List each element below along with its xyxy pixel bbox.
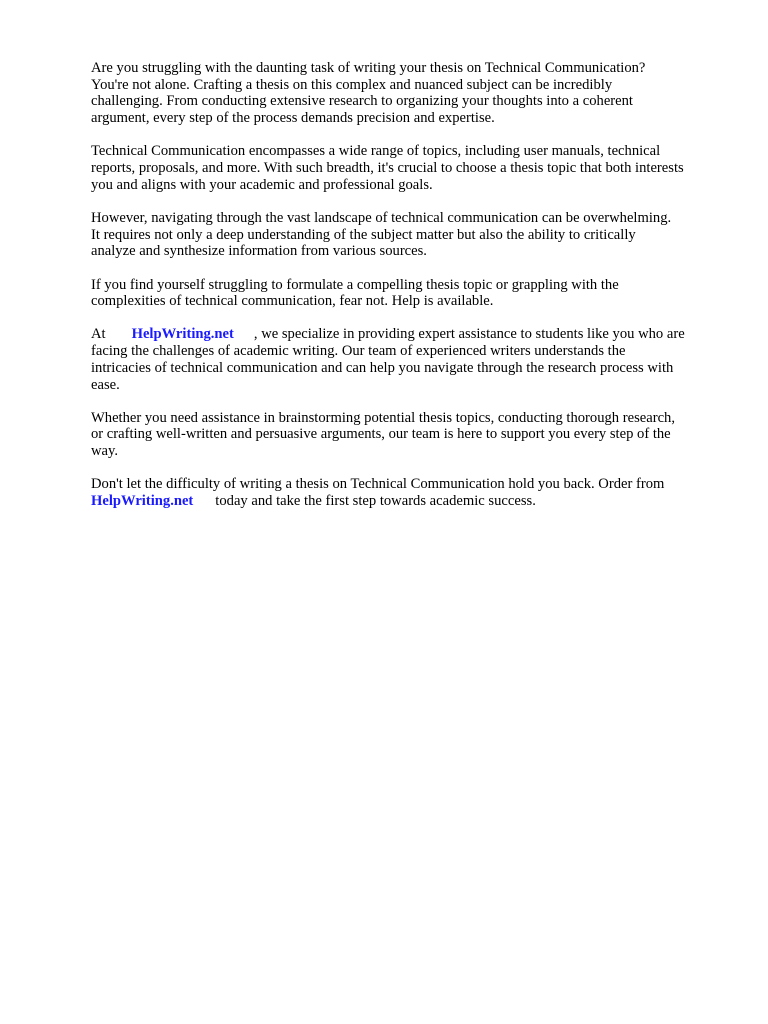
text-line: However, navigating through the vast landscape of technical communication can be overwhelming. bbox=[91, 209, 672, 226]
helpwriting-link-closing[interactable]: HelpWriting.net bbox=[91, 493, 194, 510]
at-prefix: At bbox=[91, 326, 106, 343]
text-line: reports, proposals, and more. With such breadth, it's crucial to choose a thesis topic that both interests bbox=[91, 160, 684, 177]
document-body bbox=[91, 60, 731, 526]
helpwriting-suffix: , we specialize in providing expert assistance to students like you who are bbox=[253, 326, 685, 343]
text-line: challenging. From conducting extensive research to organizing your thoughts into a coherent bbox=[91, 93, 633, 110]
paragraph-landscape bbox=[91, 210, 731, 260]
text-line: Whether you need assistance in brainstorming potential thesis topics, conducting thorough research, bbox=[91, 409, 675, 426]
paragraph-help-available bbox=[91, 277, 731, 310]
text-line: ease. bbox=[91, 376, 120, 393]
text-line: intricacies of technical communication and can help you navigate through the research process with bbox=[91, 359, 674, 376]
text-line: If you find yourself struggling to formulate a compelling thesis topic or grappling with the bbox=[91, 276, 619, 293]
paragraph-helpwriting bbox=[91, 326, 731, 393]
paragraph-topics bbox=[91, 143, 731, 193]
text-line: argument, every step of the process demands precision and expertise. bbox=[91, 110, 495, 127]
paragraph-closing bbox=[91, 476, 731, 509]
text-line: complexities of technical communication, fear not. Help is available. bbox=[91, 293, 494, 310]
helpwriting-link[interactable]: HelpWriting.net bbox=[131, 326, 234, 343]
text-line bbox=[91, 326, 731, 343]
text-line: way. bbox=[91, 443, 119, 460]
closing-suffix: today and take the first step towards academic success. bbox=[215, 493, 536, 510]
text-line: Don't let the difficulty of writing a thesis on Technical Communication hold you back. Order from bbox=[91, 476, 665, 493]
text-line: facing the challenges of academic writing. Our team of experienced writers understands the bbox=[91, 343, 626, 360]
text-line: or crafting well-written and persuasive arguments, our team is here to support you every step of the bbox=[91, 426, 671, 443]
text-line: Technical Communication encompasses a wide range of topics, including user manuals, technical bbox=[91, 143, 661, 160]
paragraph-support bbox=[91, 410, 731, 460]
text-line: It requires not only a deep understanding of the subject matter but also the ability to critically bbox=[91, 226, 636, 243]
text-line: You're not alone. Crafting a thesis on this complex and nuanced subject can be incredibly bbox=[91, 76, 613, 93]
text-line bbox=[91, 493, 731, 510]
text-line: you and aligns with your academic and professional goals. bbox=[91, 176, 433, 193]
text-line: analyze and synthesize information from various sources. bbox=[91, 243, 427, 260]
text-line: Are you struggling with the daunting task of writing your thesis on Technical Communication? bbox=[91, 60, 646, 76]
paragraph-intro bbox=[91, 60, 731, 127]
